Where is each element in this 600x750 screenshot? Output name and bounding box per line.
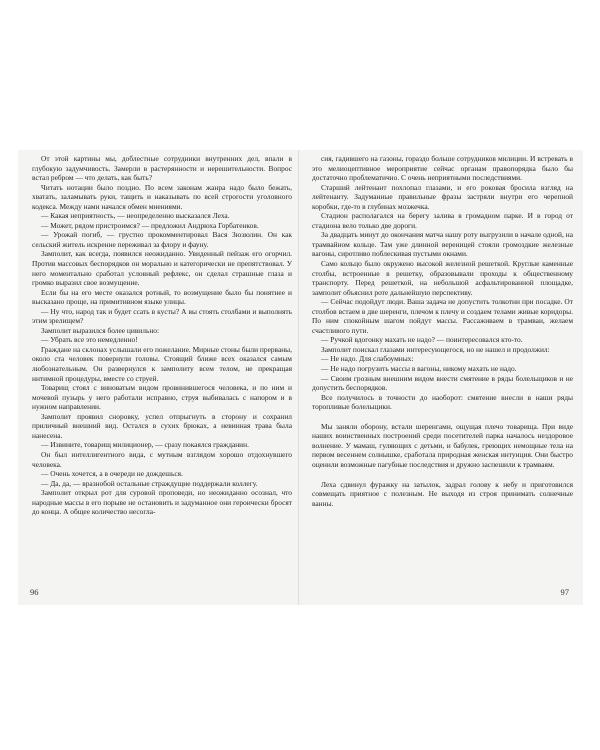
paragraph: Если бы на его месте оказался ротный, то возмущение было бы понятнее и высказано проще, на примитивном языке улицы. xyxy=(32,287,292,307)
paragraph: Он был интеллигентного вида, с мутным взглядом хорошо отдохнувшего человека. xyxy=(32,449,292,469)
paragraph: — Своим грозным внешним видом внести смятение в ряды болельщиков и не допустить беспорядков. xyxy=(312,373,573,393)
left-page xyxy=(18,150,300,605)
paragraph: Замполит проявил сноровку, успел отпрыгнуть в сторону и сохранил приличный внешний вид. Остался в сухих брюках, а невинная трава была нанесена. xyxy=(32,411,292,440)
paragraph: — Не надо погрузить массы в вагоны, никому махать не надо. xyxy=(321,364,517,374)
paragraph: Граждане на склонах услышали его пожелание. Мирные стоны были прерваны, около ста человек повернули головы. Стоящий ближе всех оказался самым любознательным. Он развернулся к замполиту всем телом, не прекращая интимной процедуры, вместе со струей. xyxy=(32,344,292,383)
paragraph: Леха сдвинул фуражку на затылок, задрал голову к небу и приготовился совмещать приятное с полезным. Не выходя из строя принимать солнечные ванны. xyxy=(312,479,573,508)
paragraph: Само кольцо было окружено высокой железной решеткой. Круглые каменные столбы, встроенные в решетку, образовывали проходы к общественному транспорту. Перед решеткой, на небольшой асфальтированной площадке, замполит объяснил роте дальнейшую перспективу. xyxy=(312,259,573,297)
paragraph: Стадион располагался на берегу залива в громадном парке. И в город от стадиона вело только две дороги. xyxy=(312,211,573,230)
paragraph: Замполит открыл рот для суровой проповеди, но неожиданно осознал, что народные массы в его порыве не остановить и задуманное они героически бросят до конца. А общее количество несогла- xyxy=(32,488,292,517)
paragraph: — Ручкой вдогонку махать не надо? — поинтересовался кто-то. xyxy=(321,335,523,345)
paragraph: От этой картины мы, доблестные сотрудники внутренних дел, впали в глубокую задумчивость. Замерли в растерянности и нерешительности. Вопрос встал ребром — что делать, как быть? xyxy=(32,154,292,183)
page-number: 96 xyxy=(30,587,39,597)
paragraph: Замполит поискал глазами интересующегося, но не нашел и продолжил: xyxy=(321,344,550,354)
paragraph: — Ну что, народ так и будет ссать в кусты? А вы стоять столбами и выполнять этим зрелищем? xyxy=(32,306,292,326)
paragraph: сия, гадившего на газоны, гораздо больше сотрудников милиции. И встревать в это мелиоцептивное мероприятие сейчас органам правопорядка было бы достаточно проблематично. С очень неприятными последствиями. xyxy=(312,154,573,183)
paragraph: — Да, да, — врaзнобой остальные страждущие поддержали коллегу. xyxy=(41,478,258,488)
paragraph: Замполит, как всегда, появился неожиданно. Увиденный пейзаж его огорчил. Против массовых беспорядков он морально и категорически не препятствовал. У него моментально сработал условный рефлекс, он сделал страшные глаза и громко выразил свое возмущение. xyxy=(32,249,292,288)
paragraph: — Извините, товарищ милиционер, — сразу покаялся гражданин. xyxy=(41,440,249,450)
paragraph: Товарищ стоял с виноватым видом провинившегося человека, и по ним и мочевой пузырь у него работали исправно, струя выбивалась с напором и в нужном направлении. xyxy=(32,383,292,412)
paragraph: — Не надо. Для слабоумных: xyxy=(321,354,414,364)
right-page-text xyxy=(312,154,573,508)
page-number: 97 xyxy=(560,587,569,597)
left-page-text xyxy=(32,154,292,517)
paragraph: Мы заняли оборону, встали шеренгами, ощущая плечо товарища. При виде наших воинственных построений среди посетителей парка началось нездоровое волнение. У мамаш, гуляющих с детьми, и бабулек, греющих немощные тела на первом весеннем солнышке, сработала природная женская интуиция. Они быстро оценили возможные пагубные последствия и дружно заспешили к трамваям. xyxy=(312,421,573,469)
paragraph: — Убрать все это немедленно! xyxy=(41,335,138,345)
paragraph: — Урожай погиб, — грустно прокомментировал Вася Зюзюлин. Он как сельский житель искренне переживал за флору и фауну. xyxy=(32,230,292,249)
paragraph: Все получилось в точности до наоборот: смятение внесли в наши ряды торопливые болельщики. xyxy=(312,392,573,412)
paragraph: — Сейчас подойдут люди. Ваша задача не допустить толкотни при посадке. От столбов встаем в две шеренги, плечом к плечу и создаем телами живые коридоры. По ним спокойным шагом пойдут массы. Рассаживаем в трамваи, желаем счастливого пути. xyxy=(312,297,573,335)
paragraph: — Какая неприятность, — неопределенно высказался Леха. xyxy=(41,211,230,221)
paragraph: — Очень хочется, а в очереди не дождешься. xyxy=(41,469,183,479)
right-page xyxy=(300,150,583,605)
paragraph: — Может, рядом пристроимся? — предложил Андрюха Горбатенков. xyxy=(41,220,259,230)
paragraph: Читать нотации было поздно. По всем законам жанра надо было бежать, хватать, заламывать руки, тащить и наказывать по всей строгости уголовного кодекса. Между нами начался обмен мнениями. xyxy=(32,182,292,211)
paragraph: Замполит выразился более цивильно: xyxy=(41,325,160,335)
paragraph: За двадцать минут до окончания матча нашу роту выгрузили в начале одной, на трамвайном кольце. Там уже длинной вереницей стояли громоздкие железные вагоны, сиротливо поблескивая пустыми окнами. xyxy=(312,230,573,259)
paragraph: Старший лейтенант похлопал глазами, и его роковая бросила взгляд на лейтенанту. Задуманные правильные фразы застряли внутри его черепной коробки, где-то в глубинах мозжечка. xyxy=(312,182,573,211)
